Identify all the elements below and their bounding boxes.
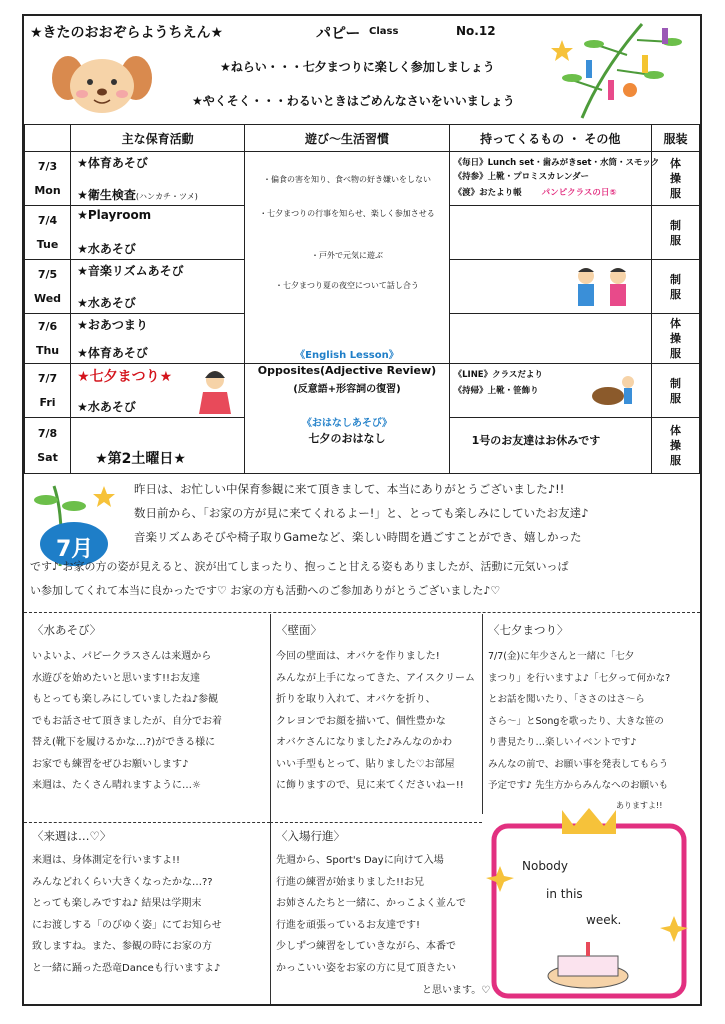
- school-name: ★きたのおおぞらようちえん★: [30, 25, 224, 41]
- belongings-cell: [449, 418, 651, 474]
- holiday-notice: 1号のお友達はお休みです: [471, 434, 601, 447]
- activity-cell: [71, 206, 245, 260]
- uniform-cell: 体 操 服: [651, 152, 699, 206]
- second-saturday-label: ★第2土曜日★: [95, 451, 186, 467]
- habit-4: ・七夕まつり夏の夜空について話し合う: [275, 281, 419, 290]
- issue-number: No.12: [456, 24, 496, 38]
- activity-1: ★Playroom: [77, 208, 152, 222]
- line-notice: 《LINE》クラスだより: [453, 370, 543, 380]
- activity-1: ★おあつまり: [77, 318, 148, 332]
- uniform-cell: 体 操 服: [651, 314, 699, 364]
- habit-1: ・偏食の害を知り、食べ物の好き嫌いをしない: [262, 175, 431, 184]
- header: [24, 16, 700, 124]
- intro-line-2: 数日前から、「お家の方が見に来てくれるよー!」と、とっても楽しみにしていたお友達♪: [134, 506, 589, 520]
- day-cell: [25, 152, 71, 206]
- activity-2: ★体育あそび: [77, 346, 148, 360]
- english-lesson-topic: Opposites(Adjective Review): [257, 364, 437, 377]
- class-name: パピー: [316, 24, 361, 42]
- play-habits-cell: [245, 152, 449, 364]
- header-date: [25, 125, 71, 152]
- belongings-daily: 《毎日》Lunch set・歯みがきset・水筒・スモック: [453, 158, 660, 168]
- divider: [270, 822, 482, 823]
- day-cell: 7/6 Thu: [25, 314, 71, 364]
- english-lesson-sub: (反意語+形容詞の復習): [293, 384, 401, 395]
- day-weekday: Mon: [34, 183, 61, 197]
- uniform-cell: 制 服: [651, 206, 699, 260]
- table-row: [25, 364, 700, 418]
- march-body: 先週から、Sport's Dayに向けて入場 行進の練習が始まりました!!お兄 お姉さんたちと一緒に、かっこよく並んで 行進を頑張っているお友達です! 少しずつ練習をしていきながら、本番で かっこいい姿をお家の方に見て頂きたい: [276, 855, 466, 974]
- tanabata-bamboo-illustration: [542, 20, 692, 120]
- day-date: 7/3: [37, 159, 58, 173]
- activity-cell: [71, 364, 245, 418]
- story-topic: 七夕のおはなし: [308, 432, 386, 445]
- birthday-frame-illustration: [484, 806, 694, 1006]
- activity-cell: [71, 260, 245, 314]
- puppy-illustration: [50, 48, 154, 116]
- activity-cell: [71, 418, 245, 474]
- activity-cell: [71, 314, 245, 364]
- intro-line-1: 昨日は、お忙しい中保育参観に来て頂きまして、本当にありがとうございました♪!!: [134, 482, 565, 496]
- activity-2: ★水あそび: [77, 296, 136, 310]
- header-clothing: 服装: [651, 125, 699, 152]
- promise-text: ★やくそく・・・わるいときはごめんなさいをいいましょう: [192, 94, 515, 108]
- tanabata-festival-label: ★七夕まつり★: [77, 369, 173, 385]
- march-end: と思います。♡: [422, 985, 491, 996]
- belongings-hand: 《渡》おたより帳: [453, 188, 522, 198]
- next-week-title: 〈来週は…♡〉: [32, 829, 112, 843]
- take-home: 《持帰》上靴・笹飾り: [453, 386, 539, 396]
- habit-2: ・七夕まつりの行事を知らせ、楽しく参加させる: [259, 209, 435, 218]
- activity-cell: [71, 152, 245, 206]
- english-lesson-title: 《English Lesson》: [295, 350, 399, 361]
- table-header-row: [25, 125, 700, 152]
- march-title: 〈入場行進〉: [276, 829, 345, 843]
- day-cell: 7/7 Fri: [25, 364, 71, 418]
- activity-2: ★水あそび: [77, 242, 136, 256]
- activity-2: ★水あそび: [77, 400, 136, 414]
- belongings-cell: [449, 364, 651, 418]
- cow-herder-illustration: [586, 370, 646, 410]
- tanabata-end: ありますよ!!: [616, 801, 663, 810]
- divider: [24, 822, 270, 823]
- habit-3: ・戸外で元気に遊ぶ: [310, 251, 383, 260]
- lesson-cell: [245, 350, 449, 474]
- orihime-illustration: [195, 366, 235, 416]
- day-cell: 7/8 Sat: [25, 418, 71, 474]
- belongings-cell: [449, 152, 660, 206]
- class-word: Class: [369, 26, 399, 37]
- activity-2: ★衛生検査(ハンカチ・ツメ): [77, 188, 198, 202]
- table-row: [25, 152, 700, 206]
- column-divider: [482, 614, 483, 814]
- yukata-children-illustration: [568, 264, 638, 310]
- belongings-cell: [449, 314, 651, 364]
- birthday-line-1: Nobody: [522, 859, 568, 873]
- belongings-cell: [449, 260, 651, 314]
- wall-body: 今回の壁面は、オバケを作りました! みんなが上手になってきた、アイスクリーム 折りを取り入れて、オバケを折り、 クレヨンでお顔を描いて、個性豊かな オバケさんになりました♪みんなのかわ いい手型もとって、貼りました♡お部屋 に飾りますので、見に来てくださいねー!!: [276, 651, 475, 791]
- birthday-line-2: in this: [546, 887, 583, 901]
- divider: [24, 612, 700, 613]
- day-cell: 7/5 Wed: [25, 260, 71, 314]
- header-activities: 主な保育活動: [71, 125, 245, 152]
- birthday-line-3: week.: [586, 913, 622, 927]
- weekly-schedule-table: [24, 124, 700, 474]
- belongings-cell: [449, 206, 651, 260]
- next-week-body: 来週は、身体測定を行いますよ!! みんなどれくらい大きくなったかな…?? とっても楽しみですね♪ 結果は学期末 にお渡しする「のびゆく姿」にてお知らせ 致しますね。また、参観の時にお家の方 と一緒に踊った恐竜Danceも行いますよ♪: [32, 855, 222, 974]
- intro-line-4: です♪ お家の方の姿が見えると、涙が出てしまったり、抱っこと甘える姿もありましたが、活動に元気いっぱ: [30, 560, 569, 573]
- class-day-badge: パンピクラスの日⑤: [541, 188, 617, 198]
- header-play-habits: 遊び～生活習慣: [245, 125, 449, 152]
- uniform-cell: 制 服: [651, 260, 699, 314]
- tanabata-title: 〈七夕まつり〉: [488, 623, 569, 637]
- day-cell: 7/4 Tue: [25, 206, 71, 260]
- water-play-body: いよいよ、パピークラスさんは来週から 水遊びを始めたいと思います!!お友達 もとっても楽しみにしていましたね♪参観 でもお話させて頂きましたが、自分でお着 替え(靴下を履けるかな…?)ができる様に お家でも練習をぜひお願いします♪ 来週は、たくさん晴れますように…☼: [32, 651, 222, 791]
- intro-line-5: い参加してくれて本当に良かったです♡ お家の方も活動へのご参加ありがとうございました♪♡: [30, 584, 501, 597]
- story-title: 《おはなしあそび》: [301, 418, 393, 429]
- water-play-title: 〈水あそび〉: [32, 623, 102, 637]
- header-belongings: 持ってくるもの ・ その他: [449, 125, 651, 152]
- wall-title: 〈壁面〉: [276, 623, 322, 637]
- aim-text: ★ねらい・・・七夕まつりに楽しく参加しましょう: [220, 60, 495, 74]
- activity-1: ★体育あそび: [77, 156, 148, 170]
- newsletter-sheet: [22, 14, 702, 1006]
- uniform-cell: 体 操 服: [651, 418, 699, 474]
- uniform-cell: 制 服: [651, 364, 699, 418]
- column-divider: [270, 614, 271, 1004]
- belongings-bring: 《持参》上靴・プロミスカレンダー: [453, 172, 590, 182]
- month-label: 7月: [56, 537, 94, 562]
- activity-1: ★音楽リズムあそび: [77, 264, 184, 278]
- intro-line-3: 音楽リズムあそびや椅子取りGameなど、楽しい時間を過ごすことができ、嬉しかった: [134, 530, 582, 544]
- tanabata-body: 7/7(金)に年少さんと一緒に「七夕 まつり」を行いますよ♪「七夕って何かな? とお話を聞いたり、「ささのはさ～ら さら～」とSongを歌ったり、大きな笹の り書見たり…楽しいイベントです♪ みんなの前で、お願い事を発表してもらう 予定です♪ 先生方からみんなへのお願いも: [488, 651, 671, 791]
